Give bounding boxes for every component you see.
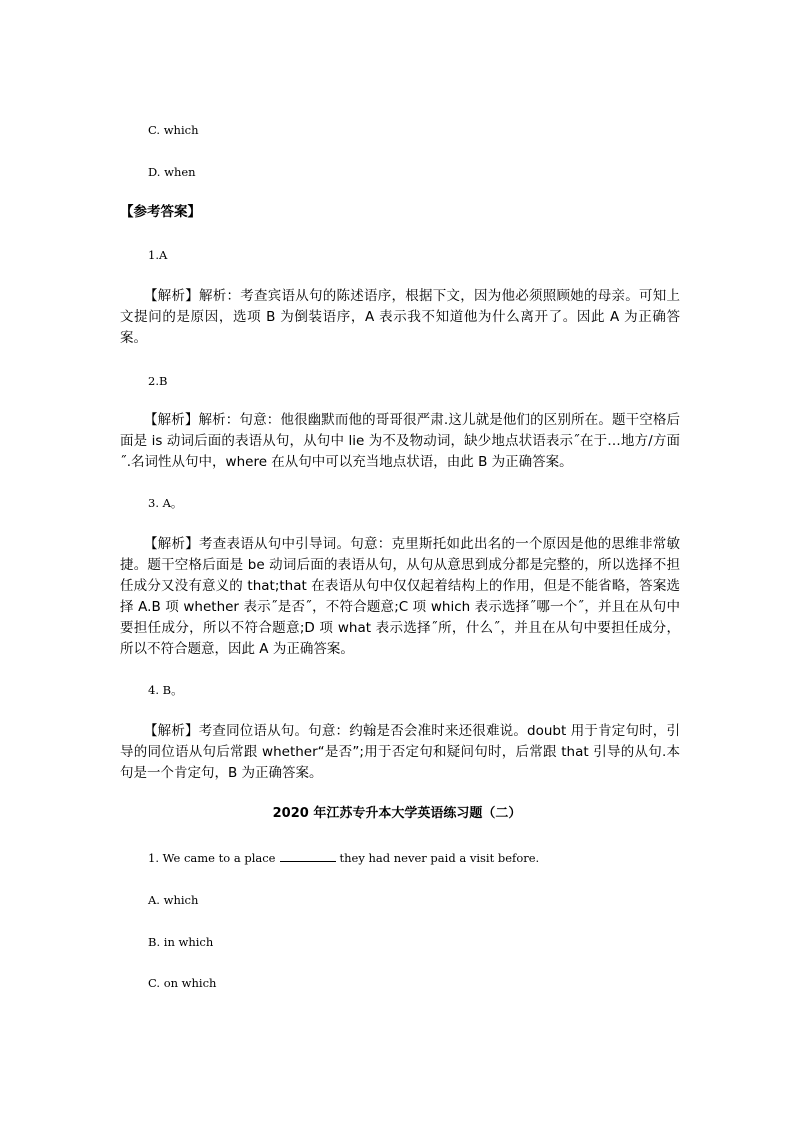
section-title: 2020 年江苏专升本大学英语练习题（二） [272, 806, 522, 821]
explanation-3: 【解析】考查表语从句中引导词。句意：克里斯托如此出名的一个原因是他的思维非常敏捷。题干空格后面是 be 动词后面的表语从句，从句从意思到成分都是完整的，所以选择不担任成分又没有意义的 that;that 在表语从句中仅仅起着结构上的作用，但是不能省略，答案选择 A.B 项 whether 表示˝是否˝，不符合题意;C 项 which 表示选择˝哪一个˝，并且在从句中要担任成分，所以不符合题意;D 项 what 表示选择˝所，什么˝，并且在从句中要担任成分，所以不符合题意，因此 A 为正确答案。 [120, 536, 680, 657]
option-b: B. in which [148, 935, 214, 949]
answer-2: 2.B [148, 374, 168, 388]
answers-heading: 【参考答案】 [120, 204, 201, 220]
explanation-4: 【解析】考查同位语从句。句意：约翰是否会准时来还很难说。doubt 用于肯定句时，引导的同位语从句后常跟 whether“是否”;用于否定句和疑问句时，后常跟 that 引导的从句.本句是一个肯定句，B 为正确答案。 [120, 723, 680, 781]
answer-1: 1.A [148, 248, 168, 262]
option-c-which: C. which [148, 123, 199, 137]
answer-3: 3. A。 [148, 496, 183, 510]
explanation-2: 【解析】解析：句意：他很幽默而他的哥哥很严肃.这儿就是他们的区别所在。题干空格后面是 is 动词后面的表语从句，从句中 lie 为不及物动词，缺少地点状语表示˝在于…地方/方面˝.名词性从句中，where 在从句中可以充当地点状语，由此 B 为正确答案。 [120, 412, 680, 470]
option-d-when: D. when [148, 165, 196, 179]
answer-blank [280, 851, 336, 862]
question-1-text-before: 1. We came to a place [148, 851, 276, 865]
question-1-text-after: they had never paid a visit before. [339, 851, 540, 865]
question-1 [148, 850, 539, 866]
option-c: C. on which [148, 976, 217, 990]
option-a: A. which [148, 893, 199, 907]
explanation-1: 【解析】解析：考查宾语从句的陈述语序，根据下文，因为他必须照顾她的母亲。可知上文提问的是原因，选项 B 为倒装语序，A 表示我不知道他为什么离开了。因此 A 为正确答案。 [120, 288, 680, 346]
answer-4: 4. B。 [148, 683, 183, 697]
